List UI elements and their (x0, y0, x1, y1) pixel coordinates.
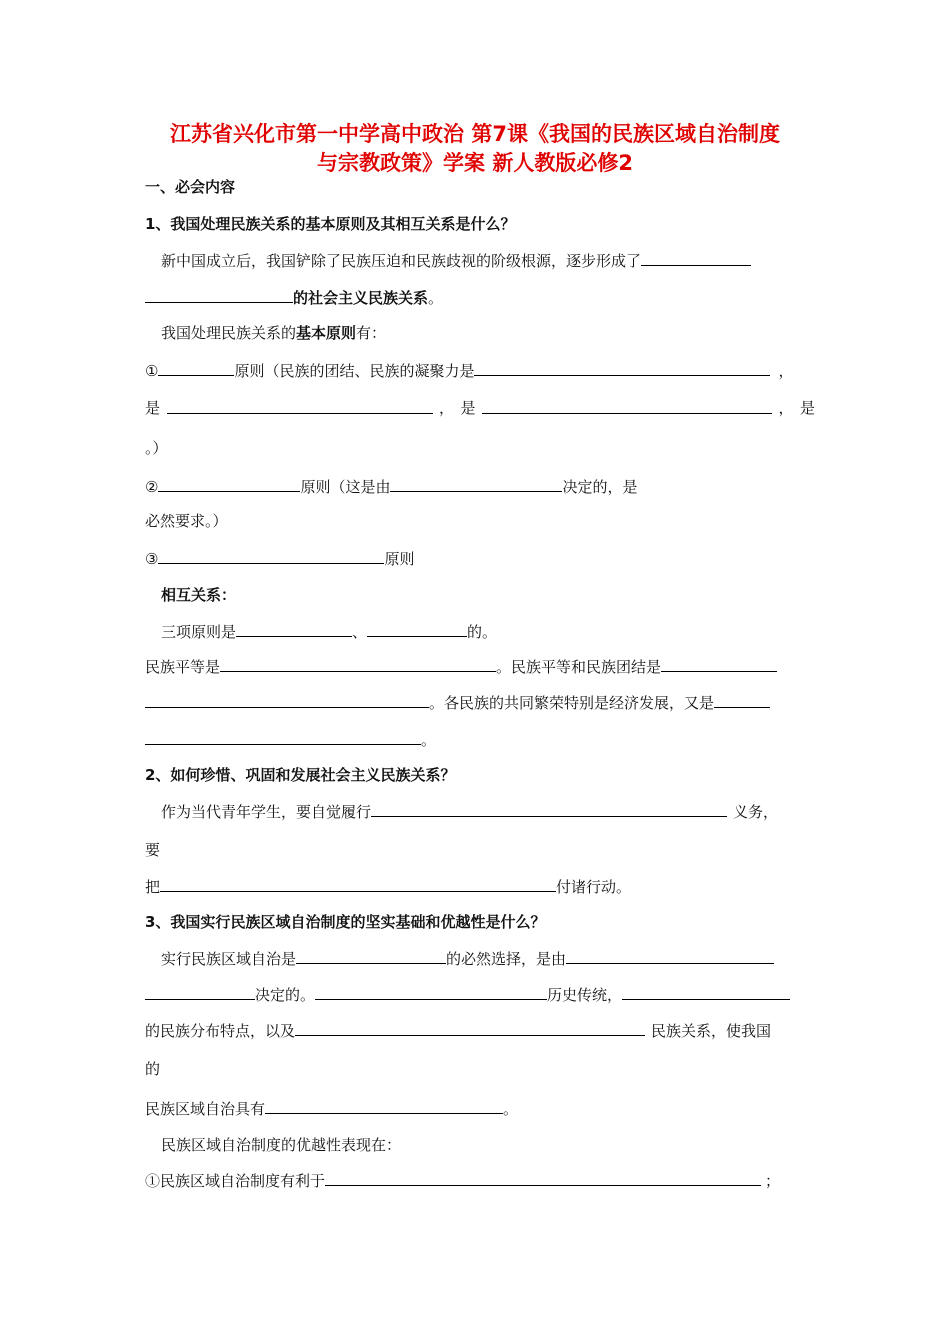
principle-2-line (145, 476, 815, 497)
text-shi-3: 是 (799, 399, 815, 417)
answer-blank[interactable] (160, 876, 556, 892)
question-1-heading: 1、我国处理民族关系的基本原则及其相互关系是什么？ (145, 215, 516, 233)
answer-blank[interactable] (641, 250, 751, 266)
answer-blank[interactable] (265, 1098, 503, 1114)
title-line-1: 江苏省兴化市第一中学高中政治 第7课《我国的民族区域自治制度 (170, 122, 780, 146)
principle-2-text-b: 决定的，是 (562, 478, 638, 496)
answer-blank[interactable] (315, 984, 547, 1000)
q3-line-1 (161, 948, 831, 969)
principle-1-end: ， (778, 362, 794, 380)
answer-blank[interactable] (390, 476, 562, 492)
rel3-text: 。各民族的共同繁荣特别是经济发展，又是 (429, 694, 715, 712)
q1-paragraph-1-cont (145, 287, 815, 308)
item-marker-3: ③ (145, 550, 159, 568)
answer-blank[interactable] (145, 692, 429, 708)
answer-blank[interactable] (566, 948, 774, 964)
answer-blank[interactable] (145, 984, 255, 1000)
rel-text-a: 三项原则是 (161, 623, 237, 641)
question-3-heading: 3、我国实行民族区域自治制度的坚实基础和优越性是什么？ (145, 913, 546, 931)
principle-3-line (145, 548, 815, 569)
text-shi-2: 是 (460, 399, 476, 417)
principle-1-cont (145, 398, 815, 418)
answer-blank[interactable] (220, 656, 496, 672)
q3-text-g: 民族区域自治具有 (145, 1100, 266, 1118)
q3-line-6: 民族区域自治制度的优越性表现在： (161, 1136, 402, 1154)
answer-blank[interactable] (158, 548, 384, 564)
answer-blank[interactable] (158, 360, 234, 376)
q1-paragraph-2 (161, 323, 831, 343)
answer-blank[interactable] (661, 656, 777, 672)
answer-blank[interactable] (474, 360, 770, 376)
relationship-line-1 (161, 621, 831, 642)
principle-1-close: 。） (145, 439, 168, 457)
q2-text-c: 把 (145, 878, 161, 896)
rel2-text-a: 民族平等是 (145, 658, 221, 676)
q3-line-5 (145, 1098, 815, 1119)
q3-text-i: ①民族区域自治制度有利于 (145, 1172, 326, 1190)
q1-paragraph-1 (161, 250, 831, 271)
q3-line-2 (145, 984, 815, 1005)
answer-blank[interactable] (145, 729, 421, 745)
q1-p2-text-a: 我国处理民族关系的 (161, 324, 297, 342)
rel4-text: 。 (421, 731, 437, 749)
relationship-heading: 相互关系： (161, 586, 237, 604)
answer-blank[interactable] (367, 621, 467, 637)
relationship-line-2 (145, 656, 815, 677)
answer-blank[interactable] (622, 984, 790, 1000)
q3-text-c: 决定的。 (255, 986, 316, 1004)
q1-p2-bold: 基本原则 (296, 324, 357, 342)
q3-text-j: ； (765, 1172, 781, 1190)
document-title (120, 120, 830, 178)
q1-p1-text: 新中国成立后，我国铲除了民族压迫和民族歧视的阶级根源，逐步形成了 (161, 252, 642, 270)
q1-p2-text-b: 有： (356, 324, 387, 342)
answer-blank[interactable] (236, 621, 352, 637)
q3-text-d: 历史传统， (547, 986, 623, 1004)
q2-text-b: 义务， (733, 803, 779, 821)
q2-text-d: 付诸行动。 (556, 878, 632, 896)
principle-1-text: 原则（民族的团结、民族的凝聚力是 (234, 362, 475, 380)
relationship-line-4 (145, 729, 815, 750)
rel-text-b: 、 (352, 623, 368, 641)
text-shi-1: 是 (145, 399, 161, 417)
principle-2-text-a: 原则（这是由 (300, 478, 391, 496)
q2-line-2: 要 (145, 841, 161, 859)
comma-1: ， (438, 399, 454, 417)
answer-blank[interactable] (371, 801, 727, 817)
answer-blank[interactable] (295, 1020, 645, 1036)
item-marker-1: ① (145, 362, 159, 380)
q3-text-e: 的民族分布特点，以及 (145, 1022, 296, 1040)
q1-p1-bold: 的社会主义民族关系 (293, 289, 429, 307)
q1-p1-end: 。 (428, 289, 444, 307)
answer-blank[interactable] (145, 287, 293, 303)
answer-blank[interactable] (158, 476, 300, 492)
answer-blank[interactable] (482, 398, 772, 414)
comma-2: ， (778, 399, 794, 417)
answer-blank[interactable] (167, 398, 433, 414)
q2-text-a: 作为当代青年学生，要自觉履行 (161, 803, 372, 821)
section-heading: 一、必会内容 (145, 178, 236, 196)
rel-text-c: 的。 (467, 623, 498, 641)
q3-text-a: 实行民族区域自治是 (161, 950, 297, 968)
principle-3-text: 原则 (384, 550, 415, 568)
answer-blank[interactable] (325, 1170, 761, 1186)
q3-line-3 (145, 1020, 815, 1041)
q3-line-4: 的 (145, 1060, 161, 1078)
title-line-2: 与宗教政策》学案 新人教版必修2 (317, 151, 633, 175)
q3-text-b: 的必然选择，是由 (446, 950, 567, 968)
q3-text-f: 民族关系，使我国 (651, 1022, 772, 1040)
item-marker-2: ② (145, 478, 159, 496)
rel2-text-b: 。民族平等和民族团结是 (496, 658, 662, 676)
answer-blank[interactable] (296, 948, 446, 964)
answer-blank[interactable] (714, 692, 770, 708)
q3-line-7 (145, 1170, 815, 1191)
principle-1-line (145, 360, 815, 381)
principle-2-cont: 必然要求。） (145, 512, 228, 530)
question-2-heading: 2、如何珍惜、巩固和发展社会主义民族关系？ (145, 766, 456, 784)
relationship-line-3 (145, 692, 815, 713)
q2-line-3 (145, 876, 815, 897)
q2-line-1 (161, 801, 831, 822)
q3-text-h: 。 (503, 1100, 519, 1118)
